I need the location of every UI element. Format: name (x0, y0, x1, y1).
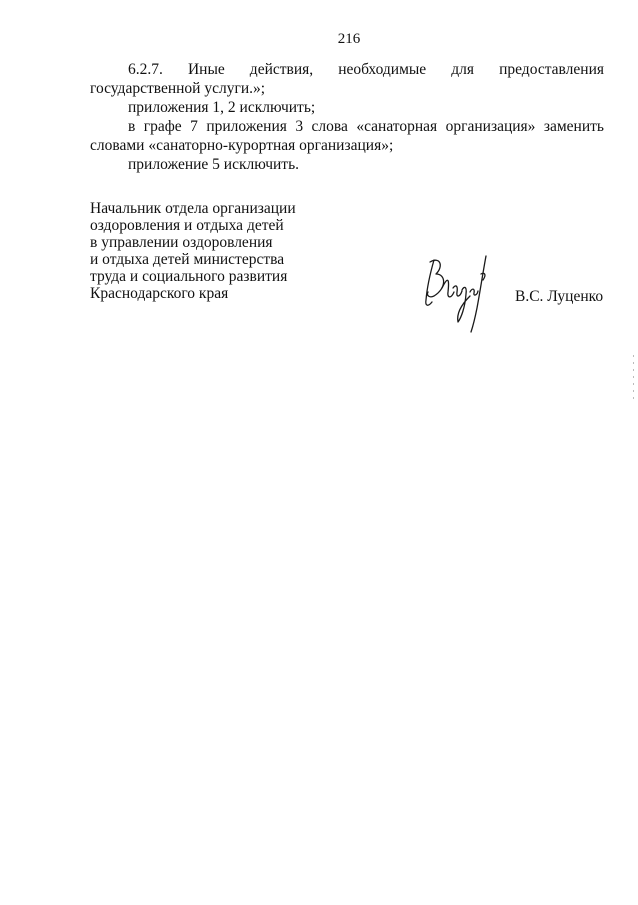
signer-position-line: оздоровления и отдыха детей (90, 217, 284, 234)
signer-position-line: Краснодарского края (90, 285, 229, 302)
paragraph-annex-3: в графе 7 приложения 3 слова «санаторная организация» заменить словами «санаторно-курортная организация»; (90, 118, 604, 154)
signature-block (90, 200, 604, 350)
scan-edge-marks (633, 355, 635, 415)
document-body (90, 60, 604, 174)
paragraph-annex-5: приложение 5 исключить. (128, 156, 300, 173)
signer-position-line: в управлении оздоровления (90, 234, 273, 251)
signer-position-line: Начальник отдела организации (90, 200, 296, 217)
page-number: 216 (337, 31, 361, 47)
signer-name: В.С. Луценко (515, 288, 604, 305)
handwritten-signature (420, 252, 500, 334)
signer-position-line: труда и социального развития (90, 268, 288, 285)
paragraph-annex-1-2: приложения 1, 2 исключить; (128, 99, 316, 116)
signer-position (90, 200, 320, 302)
signer-position-line: и отдыха детей министерства (90, 251, 285, 268)
paragraph-6-2-7: 6.2.7. Иные действия, необходимые для предоставления государственной услуги.»; (90, 61, 604, 97)
